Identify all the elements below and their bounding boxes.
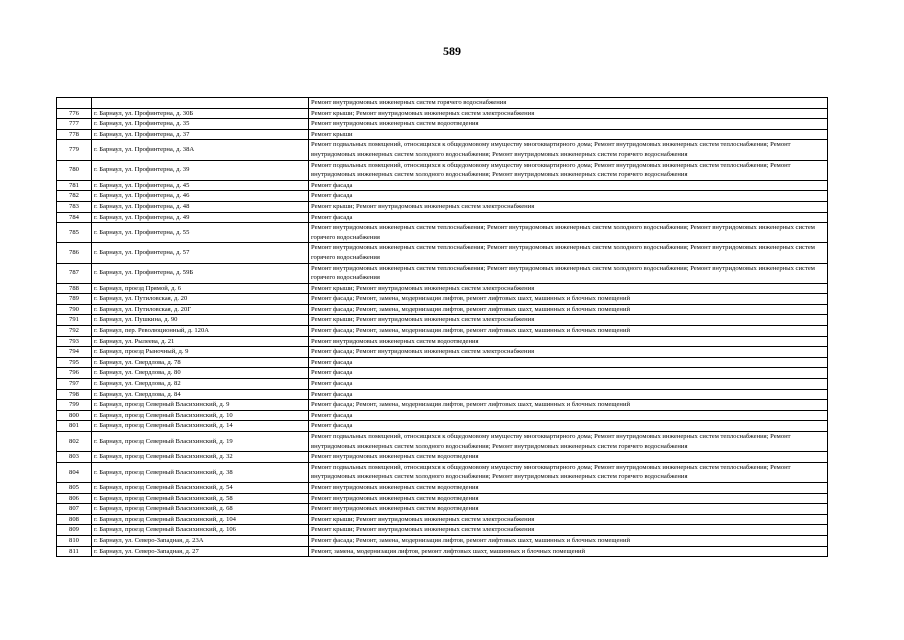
works-cell: Ремонт крыши; Ремонт внутридомовых инженерных систем электроснабжения (309, 108, 828, 119)
address-cell: г. Барнаул, проезд Северный Власихинский, д. 68 (92, 504, 309, 515)
table-body (57, 98, 828, 557)
table-row (57, 368, 828, 379)
address-cell: г. Барнаул, проезд Северный Власихинский, д. 58 (92, 493, 309, 504)
address-cell: г. Барнаул, ул. Профинтерна, д. 55 (92, 223, 309, 243)
table-row (57, 546, 828, 557)
table-row (57, 525, 828, 536)
row-number-cell: 793 (57, 336, 92, 347)
works-cell: Ремонт фасада; Ремонт, замена, модернизация лифтов, ремонт лифтовых шахт, машинных и блочных помещений (309, 304, 828, 315)
address-cell: г. Барнаул, ул. Профинтерна, д. 59Б (92, 263, 309, 283)
row-number-cell: 807 (57, 504, 92, 515)
row-number-cell: 799 (57, 400, 92, 411)
row-number-cell: 795 (57, 357, 92, 368)
row-number-cell: 796 (57, 368, 92, 379)
table-row (57, 357, 828, 368)
row-number-cell: 780 (57, 160, 92, 180)
works-cell: Ремонт крыши (309, 129, 828, 140)
address-cell: г. Барнаул, ул. Свердлова, д. 82 (92, 379, 309, 390)
works-cell: Ремонт крыши; Ремонт внутридомовых инженерных систем электроснабжения (309, 315, 828, 326)
address-cell: г. Барнаул, проезд Северный Власихинский, д. 14 (92, 421, 309, 432)
table-row (57, 129, 828, 140)
row-number-cell: 791 (57, 315, 92, 326)
works-cell: Ремонт фасада; Ремонт, замена, модернизация лифтов, ремонт лифтовых шахт, машинных и блочных помещений (309, 326, 828, 337)
works-cell: Ремонт фасада (309, 357, 828, 368)
table-row (57, 432, 828, 452)
works-cell: Ремонт внутридомовых инженерных систем водоотведения (309, 504, 828, 515)
row-number-cell: 794 (57, 347, 92, 358)
address-cell: г. Барнаул, проезд Северный Власихинский, д. 54 (92, 482, 309, 493)
table-row (57, 410, 828, 421)
works-cell: Ремонт внутридомовых инженерных систем теплоснабжения; Ремонт внутридомовых инженерных систем холодного водоснабжения; Ремонт внутридомовых инженерных систем горячего водоснабжения (309, 243, 828, 263)
row-number-cell: 805 (57, 482, 92, 493)
row-number-cell: 781 (57, 180, 92, 191)
row-number-cell: 804 (57, 462, 92, 482)
row-number-cell: 811 (57, 546, 92, 557)
page-number: 589 (443, 44, 461, 58)
address-cell: г. Барнаул, проезд Северный Власихинский, д. 38 (92, 462, 309, 482)
works-cell: Ремонт внутридомовых инженерных систем водоотведения (309, 493, 828, 504)
row-number-cell: 809 (57, 525, 92, 536)
table-row (57, 347, 828, 358)
works-cell: Ремонт подвальных помещений, относящихся к общедомовому имуществу многоквартирного дома; Ремонт внутридомовых инженерных систем теплоснабжения; Ремонт внутридомовых инженерных систем холодного водоснабжения; Ремонт внутридомовых инженерных систем горячего водоснабжения (309, 160, 828, 180)
works-cell: Ремонт крыши; Ремонт внутридомовых инженерных систем электроснабжения (309, 525, 828, 536)
table-row (57, 201, 828, 212)
row-number-cell: 782 (57, 191, 92, 202)
row-number-cell: 800 (57, 410, 92, 421)
row-number-cell: 790 (57, 304, 92, 315)
repair-registry-table (56, 97, 828, 557)
works-cell: Ремонт фасада (309, 180, 828, 191)
works-cell: Ремонт внутридомовых инженерных систем теплоснабжения; Ремонт внутридомовых инженерных систем холодного водоснабжения; Ремонт внутридомовых инженерных систем горячего водоснабжения (309, 263, 828, 283)
works-cell: Ремонт, замена, модернизация лифтов, ремонт лифтовых шахт, машинных и блочных помещений (309, 546, 828, 557)
works-cell: Ремонт фасада (309, 212, 828, 223)
table-row (57, 263, 828, 283)
table-row (57, 462, 828, 482)
works-cell: Ремонт фасада (309, 368, 828, 379)
table-row (57, 421, 828, 432)
row-number-cell: 788 (57, 283, 92, 294)
address-cell: г. Барнаул, ул. Профинтерна, д. 49 (92, 212, 309, 223)
table-row (57, 119, 828, 130)
works-cell: Ремонт внутридомовых инженерных систем теплоснабжения; Ремонт внутридомовых инженерных систем холодного водоснабжения; Ремонт внутридомовых инженерных систем горячего водоснабжения (309, 223, 828, 243)
table-row (57, 493, 828, 504)
address-cell: г. Барнаул, ул. Путиловская, д. 20 (92, 294, 309, 305)
table-row (57, 452, 828, 463)
row-number-cell: 801 (57, 421, 92, 432)
row-number-cell: 776 (57, 108, 92, 119)
address-cell: г. Барнаул, ул. Свердлова, д. 84 (92, 389, 309, 400)
address-cell: г. Барнаул, пер. Революционный, д. 120А (92, 326, 309, 337)
works-cell: Ремонт фасада; Ремонт, замена, модернизация лифтов, ремонт лифтовых шахт, машинных и блочных помещений (309, 294, 828, 305)
table-row (57, 482, 828, 493)
address-cell: г. Барнаул, ул. Пушкина, д. 90 (92, 315, 309, 326)
row-number-cell: 803 (57, 452, 92, 463)
works-cell: Ремонт крыши; Ремонт внутридомовых инженерных систем электроснабжения (309, 283, 828, 294)
table-row (57, 304, 828, 315)
works-cell: Ремонт подвальных помещений, относящихся к общедомовому имуществу многоквартирного дома; Ремонт внутридомовых инженерных систем теплоснабжения; Ремонт внутридомовых инженерных систем холодного водоснабжения; Ремонт внутридомовых инженерных систем горячего водоснабжения (309, 432, 828, 452)
table-row (57, 315, 828, 326)
address-cell: г. Барнаул, ул. Профинтерна, д. 39 (92, 160, 309, 180)
address-cell: г. Барнаул, ул. Северо-Западная, д. 23А (92, 535, 309, 546)
row-number-cell: 786 (57, 243, 92, 263)
address-cell: г. Барнаул, проезд Северный Власихинский, д. 104 (92, 514, 309, 525)
row-number-cell: 792 (57, 326, 92, 337)
table-row (57, 400, 828, 411)
row-number-cell: 787 (57, 263, 92, 283)
table-row (57, 191, 828, 202)
row-number-cell: 789 (57, 294, 92, 305)
table-row (57, 180, 828, 191)
works-cell: Ремонт фасада (309, 191, 828, 202)
address-cell: г. Барнаул, ул. Профинтерна, д. 30Б (92, 108, 309, 119)
address-cell: г. Барнаул, проезд Северный Власихинский, д. 19 (92, 432, 309, 452)
address-cell: г. Барнаул, проезд Прямой, д. 6 (92, 283, 309, 294)
table-row (57, 108, 828, 119)
address-cell: г. Барнаул, ул. Профинтерна, д. 57 (92, 243, 309, 263)
row-number-cell: 777 (57, 119, 92, 130)
address-cell: г. Барнаул, ул. Северо-Западная, д. 27 (92, 546, 309, 557)
table-row (57, 283, 828, 294)
table-row (57, 212, 828, 223)
address-cell (92, 98, 309, 109)
table-row (57, 504, 828, 515)
row-number-cell: 783 (57, 201, 92, 212)
works-cell: Ремонт внутридомовых инженерных систем водоотведения (309, 452, 828, 463)
table-row (57, 379, 828, 390)
table-row (57, 294, 828, 305)
table-row (57, 535, 828, 546)
table-row (57, 243, 828, 263)
works-cell: Ремонт фасада (309, 421, 828, 432)
row-number-cell: 778 (57, 129, 92, 140)
table-row (57, 326, 828, 337)
works-cell: Ремонт подвальных помещений, относящихся к общедомовому имуществу многоквартирного дома; Ремонт внутридомовых инженерных систем теплоснабжения; Ремонт внутридомовых инженерных систем холодного водоснабжения; Ремонт внутридомовых инженерных систем горячего водоснабжения (309, 140, 828, 160)
address-cell: г. Барнаул, ул. Свердлова, д. 78 (92, 357, 309, 368)
address-cell: г. Барнаул, ул. Профинтерна, д. 46 (92, 191, 309, 202)
address-cell: г. Барнаул, ул. Свердлова, д. 80 (92, 368, 309, 379)
address-cell: г. Барнаул, проезд Северный Власихинский, д. 32 (92, 452, 309, 463)
row-number-cell: 798 (57, 389, 92, 400)
table-row (57, 389, 828, 400)
address-cell: г. Барнаул, ул. Профинтерна, д. 37 (92, 129, 309, 140)
row-number-cell: 810 (57, 535, 92, 546)
address-cell: г. Барнаул, ул. Рылеева, д. 21 (92, 336, 309, 347)
table-row (57, 140, 828, 160)
address-cell: г. Барнаул, проезд Северный Власихинский, д. 106 (92, 525, 309, 536)
works-cell: Ремонт фасада; Ремонт внутридомовых инженерных систем электроснабжения (309, 347, 828, 358)
works-cell: Ремонт фасада; Ремонт, замена, модернизация лифтов, ремонт лифтовых шахт, машинных и блочных помещений (309, 400, 828, 411)
address-cell: г. Барнаул, ул. Профинтерна, д. 48 (92, 201, 309, 212)
table-row (57, 514, 828, 525)
address-cell: г. Барнаул, проезд Северный Власихинский, д. 9 (92, 400, 309, 411)
works-cell: Ремонт крыши; Ремонт внутридомовых инженерных систем электроснабжения (309, 514, 828, 525)
row-number-cell: 806 (57, 493, 92, 504)
address-cell: г. Барнаул, ул. Профинтерна, д. 45 (92, 180, 309, 191)
works-cell: Ремонт фасада (309, 410, 828, 421)
works-cell: Ремонт внутридомовых инженерных систем водоотведения (309, 482, 828, 493)
address-cell: г. Барнаул, проезд Рыночный, д. 9 (92, 347, 309, 358)
address-cell: г. Барнаул, ул. Профинтерна, д. 38А (92, 140, 309, 160)
table-row (57, 98, 828, 109)
row-number-cell: 802 (57, 432, 92, 452)
row-number-cell: 779 (57, 140, 92, 160)
table-row (57, 160, 828, 180)
address-cell: г. Барнаул, ул. Путиловская, д. 20Г (92, 304, 309, 315)
row-number-cell (57, 98, 92, 109)
address-cell: г. Барнаул, проезд Северный Власихинский, д. 10 (92, 410, 309, 421)
works-cell: Ремонт фасада; Ремонт, замена, модернизация лифтов, ремонт лифтовых шахт, машинных и блочных помещений (309, 535, 828, 546)
row-number-cell: 797 (57, 379, 92, 390)
row-number-cell: 808 (57, 514, 92, 525)
row-number-cell: 785 (57, 223, 92, 243)
works-cell: Ремонт фасада (309, 379, 828, 390)
works-cell: Ремонт фасада (309, 389, 828, 400)
works-cell: Ремонт внутридомовых инженерных систем водоотведения (309, 119, 828, 130)
works-cell: Ремонт подвальных помещений, относящихся к общедомовому имуществу многоквартирного дома; Ремонт внутридомовых инженерных систем теплоснабжения; Ремонт внутридомовых инженерных систем холодного водоснабжения; Ремонт внутридомовых инженерных систем горячего водоснабжения (309, 462, 828, 482)
table-row (57, 336, 828, 347)
table-row (57, 223, 828, 243)
works-cell: Ремонт внутридомовых инженерных систем горячего водоснабжения (309, 98, 828, 109)
address-cell: г. Барнаул, ул. Профинтерна, д. 35 (92, 119, 309, 130)
row-number-cell: 784 (57, 212, 92, 223)
works-cell: Ремонт крыши; Ремонт внутридомовых инженерных систем электроснабжения (309, 201, 828, 212)
works-cell: Ремонт внутридомовых инженерных систем водоотведения (309, 336, 828, 347)
